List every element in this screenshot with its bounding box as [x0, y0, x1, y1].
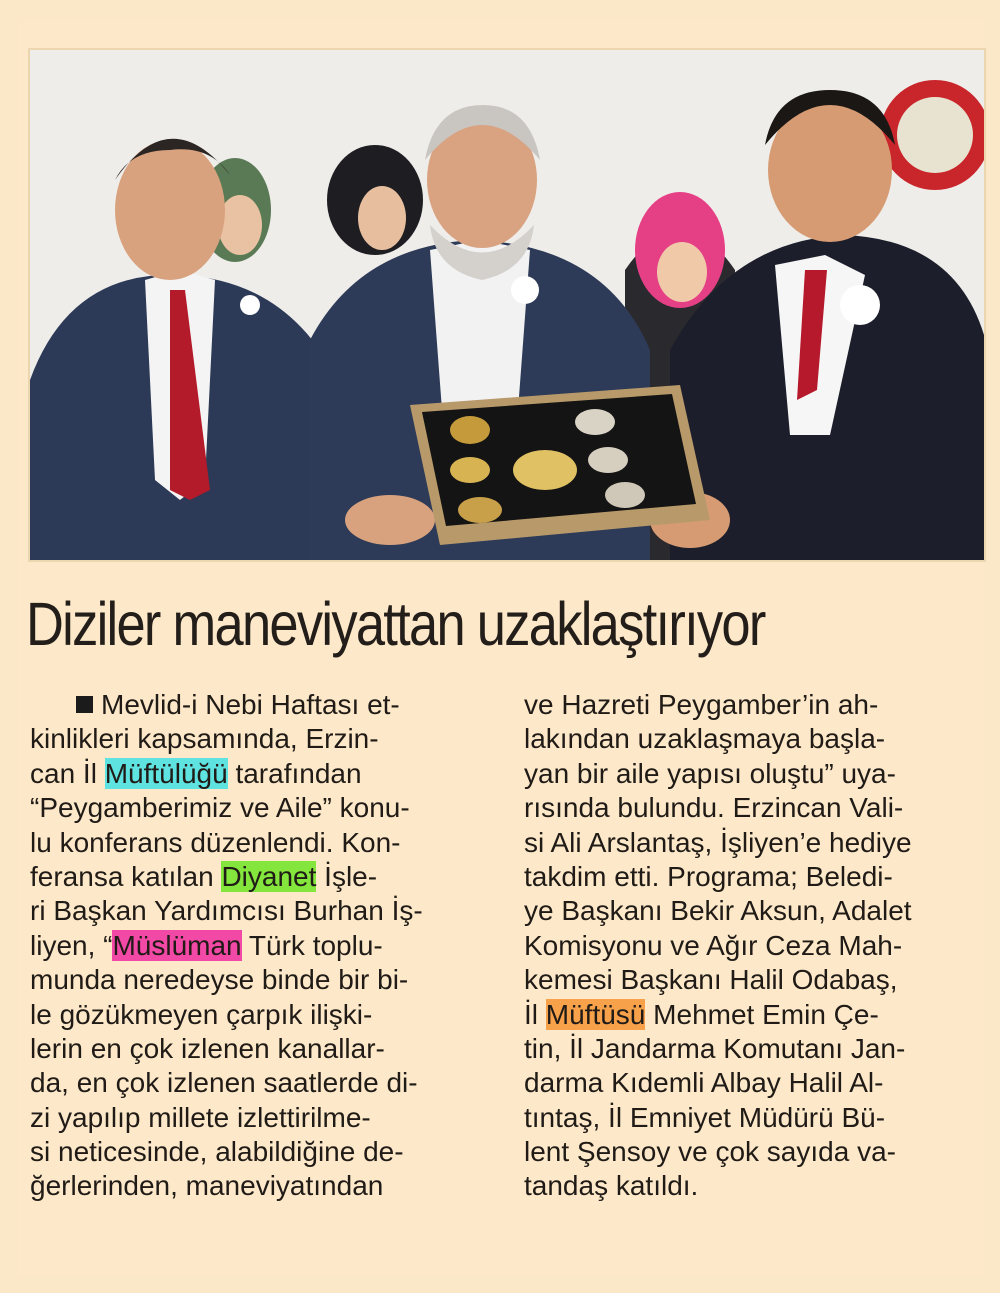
text-line: si neticesinde, alabildiğine de-: [30, 1136, 404, 1168]
text-line: lu konferans düzenlendi. Kon-: [30, 826, 401, 858]
text-line: “Peygamberimiz ve Aile” konu-: [30, 792, 410, 824]
highlighted-word: Müslüman: [112, 929, 242, 961]
text-line: tin, İl Jandarma Komutanı Jan-: [524, 1032, 906, 1064]
text-line: kemesi Başkanı Halil Odabaş,: [524, 964, 898, 996]
text-line: feransa katılan Diyanet İşle-: [30, 860, 378, 892]
text-line: kinlikleri kapsamında, Erzin-: [30, 723, 379, 755]
text-line: lent Şensoy ve çok sayıda va-: [524, 1136, 896, 1168]
text-line: ri Başkan Yardımcısı Burhan İş-: [30, 895, 423, 927]
news-photo: [28, 48, 986, 562]
article-headline: Diziler maneviyattan uzaklaştırıyor: [26, 590, 765, 658]
text-line: si Ali Arslantaş, İşliyen’e hediye: [524, 826, 912, 858]
text-line: ve Hazreti Peygamber’in ah-: [524, 689, 879, 720]
text-line: Mevlid-i Nebi Haftası et-: [30, 688, 480, 722]
text-line: tıntaş, İl Emniyet Müdürü Bü-: [524, 1101, 886, 1133]
text-line: da, en çok izlenen saatlerde di-: [30, 1067, 418, 1099]
text-line: liyen, “Müslüman Türk toplu-: [30, 929, 383, 961]
highlighted-word: Müftülüğü: [104, 757, 228, 789]
text-line: tandaş katıldı.: [524, 1170, 699, 1202]
text-line: lerin en çok izlenen kanallar-: [30, 1032, 385, 1064]
text-line: can İl Müftülüğü tarafından: [30, 757, 362, 789]
highlighted-word: Diyanet: [221, 860, 317, 892]
text-line: rısında bulundu. Erzincan Vali-: [524, 792, 904, 824]
bullet-square-icon: [76, 696, 93, 713]
newspaper-clipping: [18, 18, 984, 1276]
article-column-right: [524, 688, 974, 1204]
text-line: zi yapılıp millete izlettirilme-: [30, 1101, 371, 1133]
text-line: darma Kıdemli Albay Halil Al-: [524, 1067, 884, 1099]
photo-illustration: [30, 50, 984, 560]
highlighted-word: Müftüsü: [545, 998, 646, 1030]
article-column-left: [30, 688, 480, 1204]
text-line: yan bir aile yapısı oluştu” uya-: [524, 757, 896, 789]
text-line: ye Başkanı Bekir Aksun, Adalet: [524, 895, 912, 927]
text-line: munda neredeyse binde bir bi-: [30, 964, 409, 996]
text-line: İl Müftüsü Mehmet Emin Çe-: [524, 998, 879, 1030]
text-line: takdim etti. Programa; Beledi-: [524, 860, 893, 892]
text-line: Komisyonu ve Ağır Ceza Mah-: [524, 929, 903, 961]
text-line: le gözükmeyen çarpık ilişki-: [30, 998, 373, 1030]
text-line: lakından uzaklaşmaya başla-: [524, 723, 886, 755]
text-line: ğerlerinden, maneviyatından: [30, 1170, 384, 1202]
